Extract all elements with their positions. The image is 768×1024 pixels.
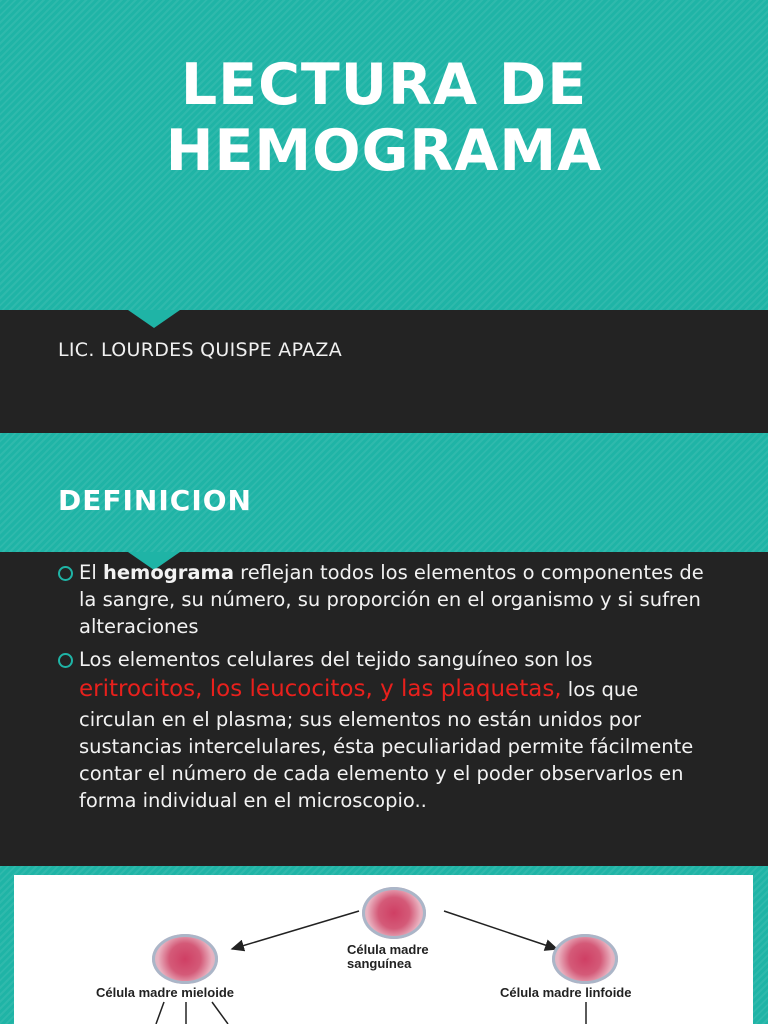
bullet-item-2 bbox=[58, 646, 718, 814]
stem-cell-label bbox=[347, 943, 429, 971]
title-line-1: LECTURA DE bbox=[180, 52, 588, 118]
bullet-1-post: reflejan todos los elementos o componentes de la sangre, su número, su proporción en el organismo y si sufren alteraciones bbox=[79, 561, 704, 638]
bullet-ring-icon bbox=[58, 653, 73, 668]
author-name: LIC. LOURDES QUISPE APAZA bbox=[58, 339, 343, 361]
lymphoid-cell-icon bbox=[552, 934, 618, 984]
arrow-to-lymphoid bbox=[444, 911, 557, 949]
arrow-to-myeloid bbox=[232, 911, 359, 949]
stem-cell-label-line-1: Célula madre bbox=[347, 942, 429, 957]
title-band-notch bbox=[128, 310, 180, 328]
stem-cell-icon bbox=[362, 887, 426, 939]
arrow-myeloid-down-1 bbox=[156, 1002, 164, 1024]
bullet-1-pre: El bbox=[79, 561, 103, 584]
section-title: DEFINICION bbox=[58, 484, 252, 517]
lymphoid-label: Célula madre linfoide bbox=[500, 985, 632, 1000]
author-band bbox=[0, 310, 768, 433]
bullet-1-bold: hemograma bbox=[102, 561, 234, 584]
slide-title bbox=[0, 52, 768, 184]
bullet-ring-icon bbox=[58, 566, 73, 581]
bullet-2-red: eritrocitos, los leucocitos, y las plaquetas, bbox=[79, 676, 562, 702]
title-line-2: HEMOGRAMA bbox=[165, 118, 603, 184]
myeloid-label: Célula madre mieloide bbox=[96, 985, 234, 1000]
bullet-text-1 bbox=[79, 559, 718, 640]
blood-cell-diagram bbox=[14, 875, 753, 1024]
stem-cell-label-line-2: sanguínea bbox=[347, 956, 412, 971]
arrow-myeloid-down-3 bbox=[212, 1002, 228, 1024]
bullet-2-pre: Los elementos celulares del tejido sanguíneo son los bbox=[79, 648, 593, 671]
bullet-text-2 bbox=[79, 646, 718, 814]
myeloid-cell-icon bbox=[152, 934, 218, 984]
bullet-2-post: los que circulan en el plasma; sus elementos no están unidos por sustancias intercelulares, ésta peculiaridad permite fácilmente contar el número de cada elemento y el poder observarlos en forma individual en el microscopio.. bbox=[79, 678, 694, 812]
bullet-item-1 bbox=[58, 559, 718, 640]
